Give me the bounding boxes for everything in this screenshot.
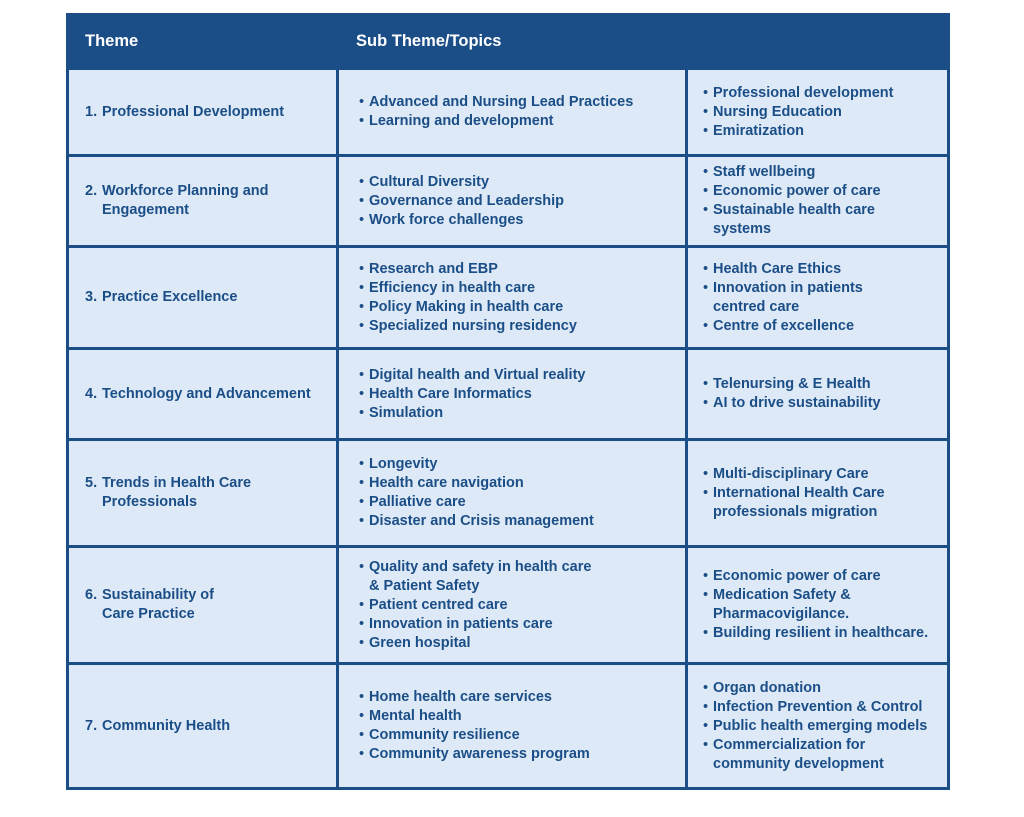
theme-title: Technology and Advancement [102, 385, 311, 402]
topic-item [359, 404, 685, 423]
theme-title: Practice Excellence [102, 289, 238, 305]
topic-item [703, 717, 947, 736]
topic-text: Staff wellbeing [713, 164, 816, 180]
topic-list [359, 455, 685, 531]
header-theme: Theme [85, 32, 139, 50]
topic-item [359, 279, 685, 298]
topic-list [703, 375, 947, 413]
topic-text: Quality and safety in health care & Patient Safety [369, 558, 592, 594]
topic-text: Mental health [369, 708, 462, 724]
theme-title: Community Health [102, 717, 231, 734]
topic-text: Health Care Ethics [713, 260, 842, 277]
subtopics-cell-secondary [685, 441, 947, 545]
bullet-icon: • [359, 727, 365, 743]
topic-item [703, 103, 947, 122]
bullet-icon: • [703, 279, 709, 296]
topic-text: Health Care Informatics [369, 385, 532, 402]
topic-text: Green hospital [369, 634, 471, 651]
topic-text: Economic power of care [713, 183, 881, 199]
bullet-icon: • [703, 183, 709, 199]
topic-text: Longevity [369, 456, 438, 472]
topic-item [703, 698, 947, 717]
topic-item [359, 211, 685, 230]
topic-text: Disaster and Crisis management [369, 513, 594, 529]
subtopics-cell-secondary [685, 665, 947, 787]
table-row [69, 154, 947, 245]
bullet-icon: • [359, 494, 365, 510]
bullet-icon: • [359, 211, 365, 228]
theme-title: Trends in Health Care Professionals [102, 475, 252, 510]
topic-text: Professional development [713, 84, 894, 101]
topic-item [703, 586, 947, 624]
table-row [69, 347, 947, 438]
topic-text: Building resilient in healthcare. [713, 625, 929, 641]
topic-text: AI to drive sustainability [713, 395, 881, 411]
topic-text: Public health emerging models [713, 717, 928, 734]
bullet-icon: • [703, 317, 709, 334]
table-row [69, 67, 947, 154]
topic-text: Multi-disciplinary Care [713, 465, 869, 482]
topic-item [703, 260, 947, 279]
topic-text: Health care navigation [369, 475, 524, 491]
topic-text: Efficiency in health care [369, 279, 536, 296]
topic-item [359, 745, 685, 764]
theme-number: 2. [85, 183, 98, 199]
theme-cell [69, 350, 336, 438]
theme-title: Professional Development [102, 103, 285, 120]
theme-cell [69, 157, 336, 245]
topic-item [703, 122, 947, 141]
topic-text: Innovation in patients care [369, 615, 553, 632]
topic-text: Economic power of care [713, 568, 881, 584]
topic-text: Infection Prevention & Control [713, 698, 923, 715]
topic-item [703, 375, 947, 394]
topic-item [359, 688, 685, 707]
bullet-icon: • [359, 596, 365, 613]
topic-text: Specialized nursing residency [369, 317, 577, 334]
bullet-icon: • [703, 484, 709, 501]
bullet-icon: • [703, 736, 709, 753]
bullet-icon: • [703, 122, 709, 139]
topic-list [703, 465, 947, 522]
theme-cell [69, 665, 336, 787]
topic-list [359, 260, 685, 336]
topic-item [703, 624, 947, 643]
subtopics-cell-primary [336, 441, 685, 545]
topic-list [359, 93, 685, 131]
theme-number: 6. [85, 587, 98, 603]
header-subtheme: Sub Theme/Topics [356, 32, 502, 50]
topic-list [703, 567, 947, 643]
bullet-icon: • [359, 513, 365, 529]
bullet-icon: • [359, 746, 365, 762]
topic-text: Work force challenges [369, 211, 524, 228]
bullet-icon: • [359, 279, 365, 296]
themes-table [66, 13, 950, 790]
bullet-icon: • [359, 708, 365, 724]
table-row [69, 545, 947, 662]
table-row [69, 438, 947, 545]
bullet-icon: • [359, 634, 365, 651]
theme-cell [69, 248, 336, 347]
bullet-icon: • [359, 173, 365, 190]
topic-text: Patient centred care [369, 596, 508, 613]
topic-text: Community resilience [369, 727, 520, 743]
subtopics-cell-secondary [685, 548, 947, 662]
theme-label [85, 586, 336, 624]
bullet-icon: • [359, 94, 365, 110]
bullet-icon: • [703, 587, 709, 603]
topic-text: Home health care services [369, 689, 552, 705]
topic-text: Governance and Leadership [369, 192, 565, 209]
theme-label [85, 474, 336, 512]
topic-item [359, 366, 685, 385]
topic-list [703, 163, 947, 239]
topic-list [703, 260, 947, 336]
topic-item [359, 726, 685, 745]
theme-cell [69, 441, 336, 545]
topic-item [359, 707, 685, 726]
bullet-icon: • [359, 317, 365, 334]
bullet-icon: • [359, 456, 365, 472]
topic-item [359, 455, 685, 474]
topic-item [359, 558, 685, 596]
topic-list [359, 688, 685, 764]
bullet-icon: • [359, 615, 365, 632]
topic-item [703, 317, 947, 336]
subtopics-cell-secondary [685, 70, 947, 154]
theme-number: 4. [85, 385, 98, 402]
bullet-icon: • [703, 202, 709, 218]
theme-title: Sustainability of Care Practice [102, 587, 214, 622]
topic-item [359, 493, 685, 512]
subtopics-cell-primary [336, 157, 685, 245]
bullet-icon: • [703, 465, 709, 482]
subtopics-cell-primary [336, 665, 685, 787]
subtopics-cell-primary [336, 70, 685, 154]
bullet-icon: • [359, 558, 365, 575]
theme-number: 7. [85, 717, 98, 734]
topic-text: Palliative care [369, 494, 466, 510]
topic-list [359, 558, 685, 653]
topic-list [359, 366, 685, 423]
topic-item [703, 201, 947, 239]
subtopics-cell-primary [336, 248, 685, 347]
subtopics-cell-secondary [685, 157, 947, 245]
topic-item [359, 512, 685, 531]
topic-list [703, 84, 947, 141]
topic-item [703, 679, 947, 698]
bullet-icon: • [359, 475, 365, 491]
topic-item [359, 260, 685, 279]
topic-text: Nursing Education [713, 103, 842, 120]
theme-label [85, 103, 336, 122]
bullet-icon: • [703, 376, 709, 392]
topic-item [703, 84, 947, 103]
bullet-icon: • [703, 84, 709, 101]
theme-label [85, 182, 336, 220]
theme-cell [69, 70, 336, 154]
topic-text: International Health Care professionals migration [713, 484, 885, 520]
topic-text: Simulation [369, 404, 444, 421]
bullet-icon: • [703, 103, 709, 120]
table-row [69, 245, 947, 347]
theme-label [85, 717, 336, 736]
topic-text: Cultural Diversity [369, 173, 490, 190]
topic-item [359, 192, 685, 211]
theme-number: 5. [85, 475, 98, 491]
topic-item [703, 279, 947, 317]
topic-text: Research and EBP [369, 260, 498, 277]
table-header [69, 16, 947, 67]
topic-item [703, 736, 947, 774]
subtopics-cell-secondary [685, 248, 947, 347]
topic-list [703, 679, 947, 774]
topic-item [703, 567, 947, 586]
topic-text: Innovation in patients centred care [713, 279, 863, 315]
bullet-icon: • [703, 395, 709, 411]
table-row [69, 662, 947, 787]
bullet-icon: • [359, 689, 365, 705]
topic-text: Organ donation [713, 679, 821, 696]
topic-item [359, 596, 685, 615]
topic-item [359, 298, 685, 317]
theme-label [85, 385, 336, 404]
topic-item [703, 394, 947, 413]
topic-text: Medication Safety & Pharmacovigilance. [713, 587, 851, 622]
bullet-icon: • [703, 698, 709, 715]
topic-item [359, 112, 685, 131]
topic-item [359, 93, 685, 112]
topic-list [359, 173, 685, 230]
bullet-icon: • [703, 260, 709, 277]
topic-text: Commercialization for community development [713, 736, 884, 772]
topic-item [703, 182, 947, 201]
topic-text: Digital health and Virtual reality [369, 366, 586, 383]
topic-item [703, 163, 947, 182]
bullet-icon: • [359, 366, 365, 383]
bullet-icon: • [359, 298, 365, 315]
topic-text: Telenursing & E Health [713, 376, 871, 392]
subtopics-cell-primary [336, 350, 685, 438]
bullet-icon: • [359, 192, 365, 209]
topic-item [359, 634, 685, 653]
bullet-icon: • [359, 404, 365, 421]
topic-text: Learning and development [369, 113, 554, 129]
topic-item [359, 317, 685, 336]
topic-text: Emiratization [713, 122, 805, 139]
bullet-icon: • [359, 113, 365, 129]
bullet-icon: • [359, 260, 365, 277]
theme-cell [69, 548, 336, 662]
topic-item [359, 173, 685, 192]
bullet-icon: • [359, 385, 365, 402]
bullet-icon: • [703, 717, 709, 734]
theme-number: 1. [85, 103, 98, 120]
bullet-icon: • [703, 568, 709, 584]
bullet-icon: • [703, 164, 709, 180]
topic-item [703, 465, 947, 484]
subtopics-cell-primary [336, 548, 685, 662]
bullet-icon: • [703, 679, 709, 696]
subtopics-cell-secondary [685, 350, 947, 438]
theme-label [85, 288, 336, 307]
topic-text: Policy Making in health care [369, 298, 564, 315]
topic-item [359, 385, 685, 404]
topic-item [703, 484, 947, 522]
theme-title: Workforce Planning and Engagement [102, 183, 269, 218]
topic-text: Community awareness program [369, 746, 590, 762]
topic-item [359, 615, 685, 634]
theme-number: 3. [85, 289, 98, 305]
topic-text: Advanced and Nursing Lead Practices [369, 94, 634, 110]
topic-text: Centre of excellence [713, 317, 855, 334]
bullet-icon: • [703, 625, 709, 641]
topic-item [359, 474, 685, 493]
topic-text: Sustainable health care systems [713, 202, 875, 237]
